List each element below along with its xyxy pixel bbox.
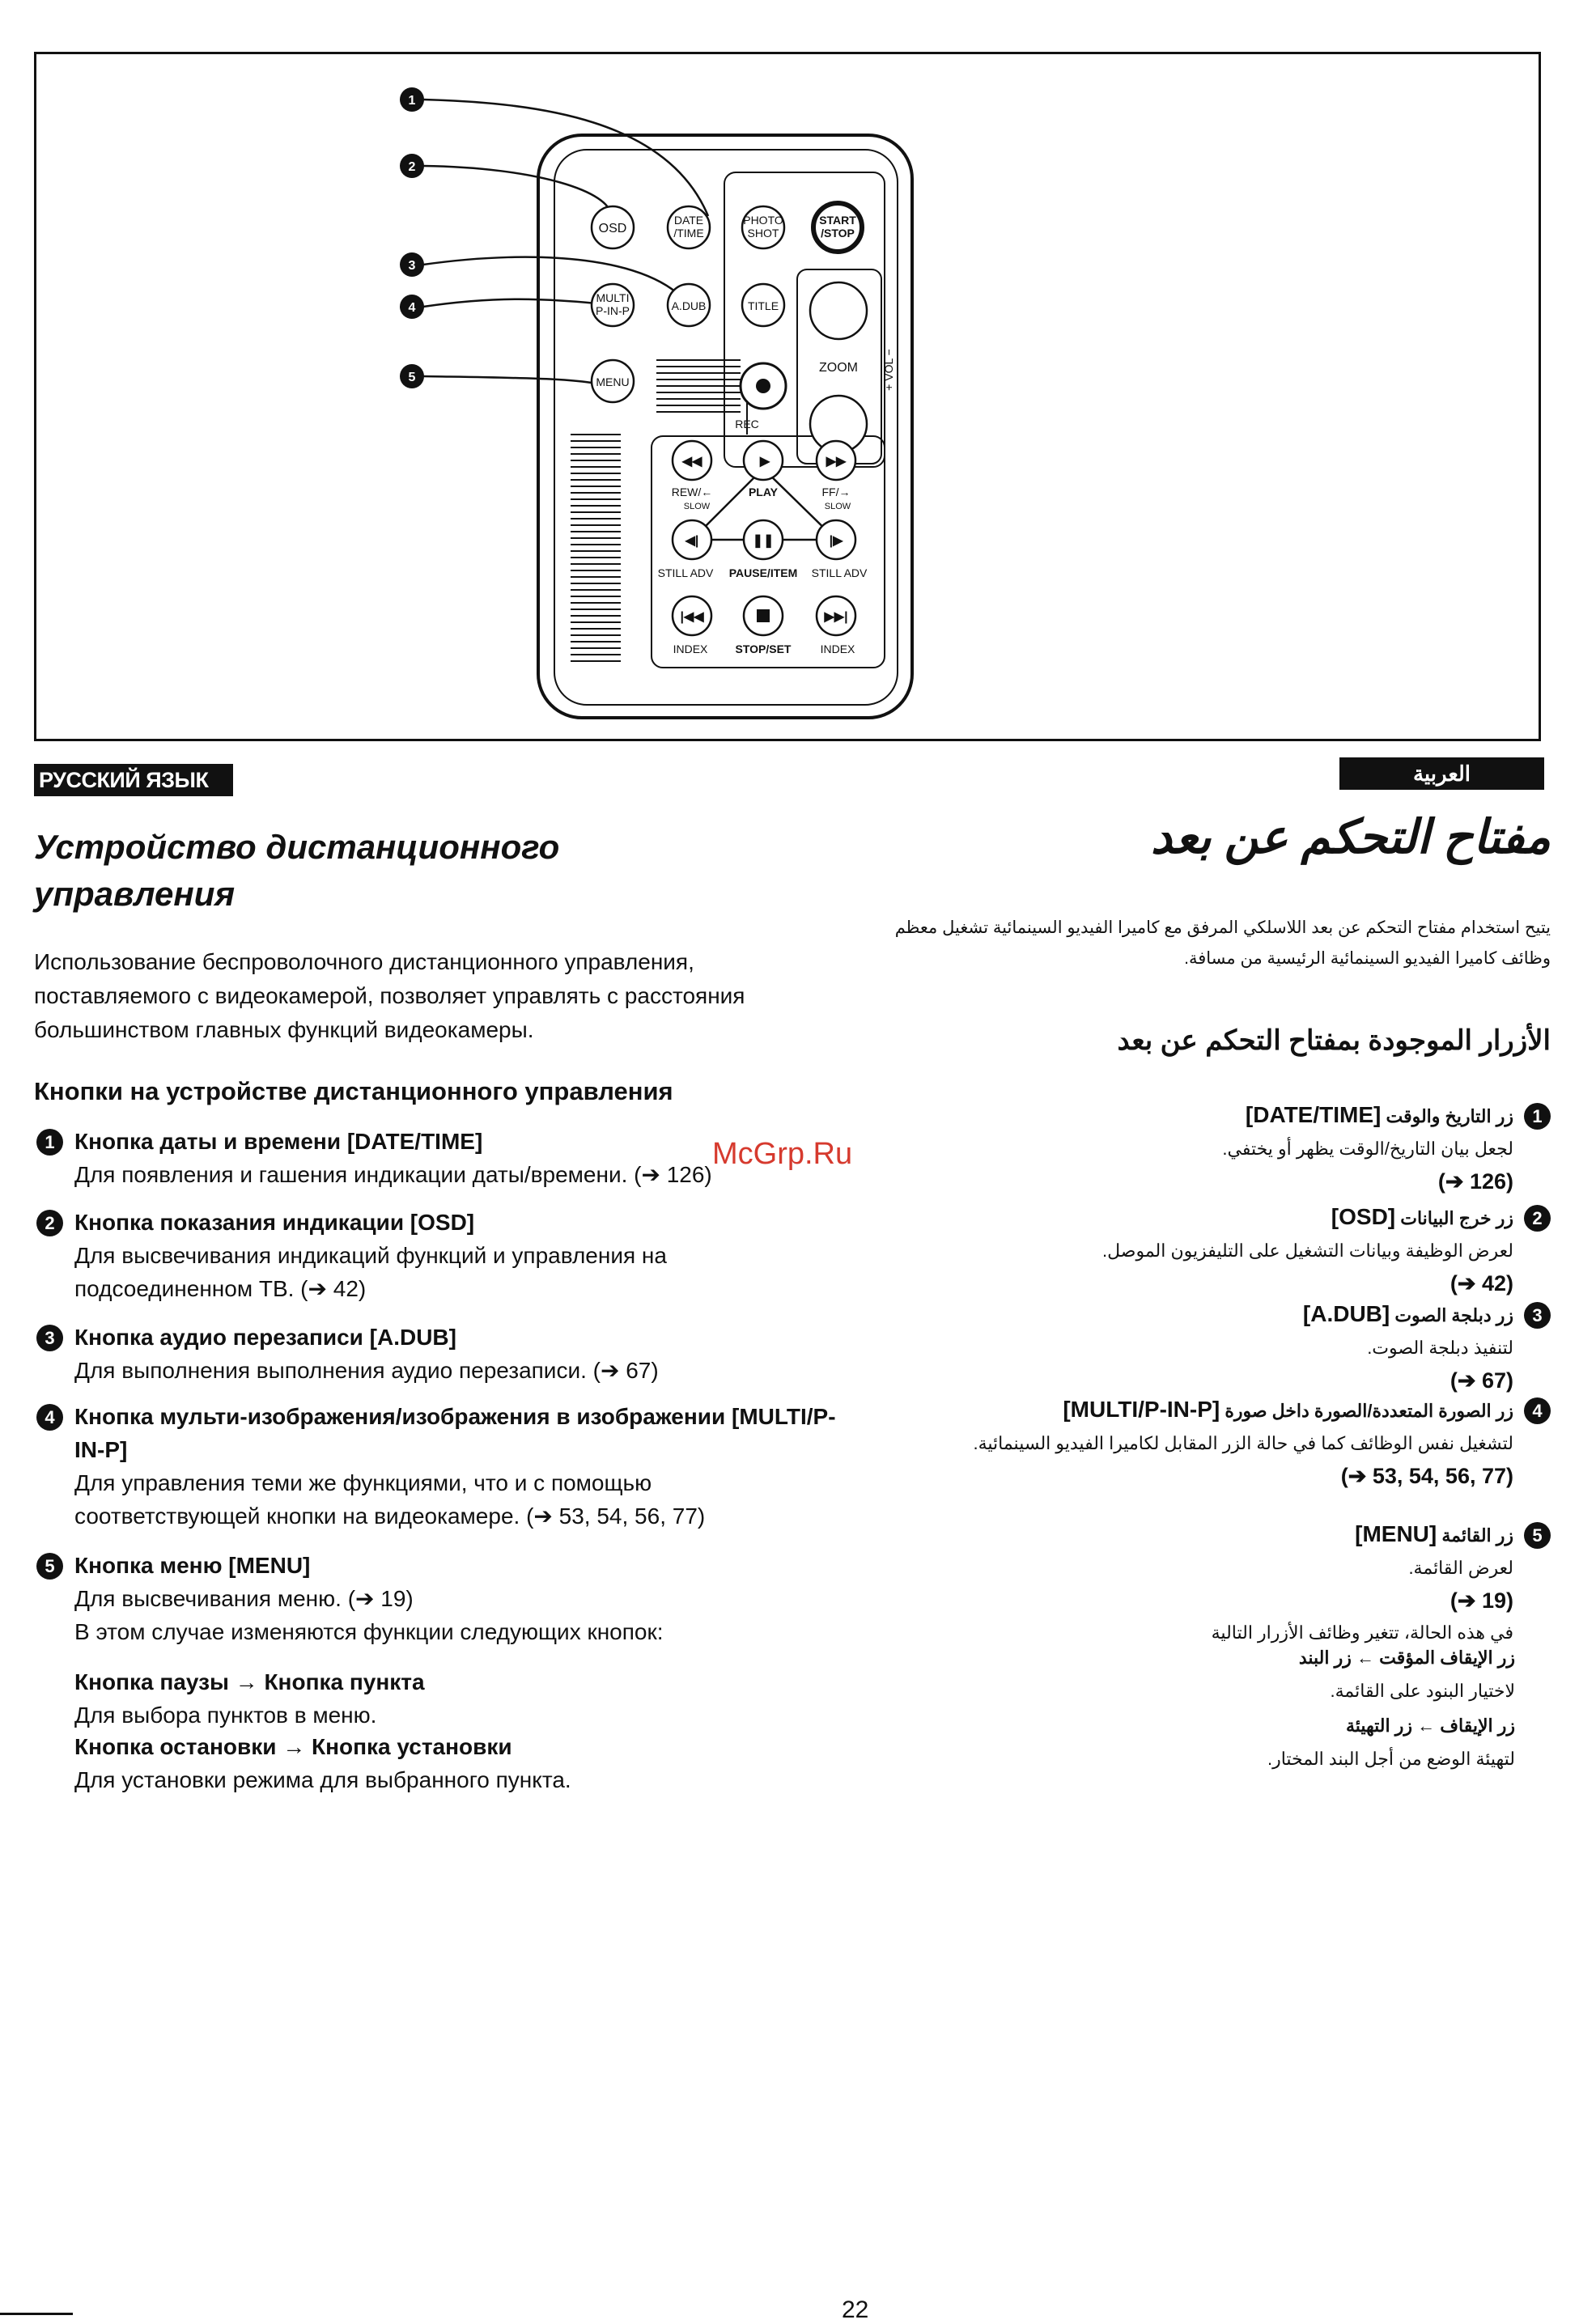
vol-label: + VOL −: [882, 349, 895, 391]
ru-note-stop-set: [74, 1730, 803, 1796]
ar-item-desc: لتنفيذ دبلجة الصوت.: [1367, 1338, 1513, 1358]
ar-note-desc: لتهيئة الوضع من أجل البند المختار.: [1267, 1749, 1515, 1769]
svg-text:1: 1: [408, 94, 416, 108]
arabic-language-tab: العربية: [1339, 757, 1544, 790]
svg-text:DATE: DATE: [673, 214, 704, 227]
item-number-badge: 4: [36, 1404, 63, 1431]
multi-pinp-button[interactable]: [592, 284, 634, 326]
index-left-button[interactable]: [673, 596, 711, 635]
svg-text:MULTI: MULTI: [596, 291, 630, 304]
ru-item-osd: [34, 1206, 843, 1305]
still-adv-left-label: STILL ADV: [657, 566, 714, 579]
ff-button[interactable]: [817, 441, 855, 480]
ar-item-code: [A.DUB]: [1302, 1301, 1390, 1326]
svg-text:5: 5: [408, 371, 416, 384]
still-adv-right-button[interactable]: [817, 520, 855, 559]
svg-text:❚❚: ❚❚: [752, 534, 775, 548]
ru-item-desc: Для выполнения выполнения аудио перезаписи. (➔ 67): [74, 1358, 659, 1383]
ru-note-desc: Для выбора пунктов в меню.: [74, 1703, 377, 1728]
svg-text:/STOP: /STOP: [821, 227, 855, 240]
ru-note-desc: Для установки режима для выбранного пункта.: [74, 1767, 571, 1792]
svg-text:3: 3: [408, 259, 416, 273]
ar-item-code: [DATE/TIME]: [1245, 1102, 1382, 1127]
item-number-badge: 5: [36, 1553, 63, 1580]
ar-item-menu: [874, 1518, 1551, 1649]
callout-4: [400, 295, 424, 319]
ru-item-desc: Для высвечивания индикаций функций и управления на подсоединенном ТВ. (➔ 42): [74, 1243, 667, 1301]
remote-control-diagram: [36, 54, 1539, 739]
ar-item-ref: (➔ 126): [1437, 1169, 1513, 1194]
rec-grille: [656, 360, 741, 412]
item-number-badge: 5: [1524, 1522, 1551, 1549]
item-number-badge: 2: [1524, 1205, 1551, 1232]
ar-buttons-heading: الأزرار الموجودة بمفتاح التحكم عن بعد: [1117, 1025, 1551, 1056]
ar-item-desc: لعرض الوظيفة وبيانات التشغيل على التليفزيون الموصل.: [1102, 1240, 1513, 1261]
ru-item-title: Кнопка аудио перезаписи [A.DUB]: [74, 1325, 456, 1350]
svg-text:SHOT: SHOT: [747, 227, 779, 240]
svg-text:|▶: |▶: [829, 534, 843, 548]
svg-text:A.DUB: A.DUB: [671, 299, 707, 312]
still-adv-left-button[interactable]: [673, 520, 711, 559]
ar-item-title: زر التاريخ والوقت: [1386, 1106, 1513, 1126]
ru-page-title: [34, 824, 762, 918]
osd-button[interactable]: [592, 206, 634, 248]
ar-item-a-dub: [874, 1298, 1551, 1397]
ru-item-multi-pinp: [34, 1400, 843, 1533]
date-time-button[interactable]: [668, 206, 710, 248]
svg-text:|◀◀: |◀◀: [680, 610, 704, 624]
ru-item-title: Кнопка мульти-изображения/изображения в изображении [MULTI/P-IN-P]: [74, 1404, 836, 1462]
ar-item-multi-pinp: [874, 1393, 1551, 1492]
ar-item-code: [MENU]: [1355, 1521, 1437, 1546]
ar-item-desc: لعرض القائمة.: [1408, 1558, 1513, 1578]
ff-slow-label: SLOW: [824, 502, 851, 511]
stop-set-label: STOP/SET: [735, 642, 792, 655]
callout-2: [400, 154, 424, 178]
ru-item-title: Кнопка показания индикации [OSD]: [74, 1210, 475, 1235]
callout-5: [400, 364, 424, 388]
svg-text:▶▶|: ▶▶|: [824, 610, 848, 624]
zoom-rocker[interactable]: [810, 282, 867, 452]
ar-item-title: زر الصورة المتعددة/الصورة داخل صورة: [1225, 1401, 1513, 1421]
ar-item-date-time: [874, 1099, 1551, 1198]
ar-note-title: زر الإيقاف المؤقت ← زر البند: [1298, 1648, 1515, 1668]
ru-note-title: Кнопка паузы → Кнопка пункта: [74, 1669, 425, 1694]
callout-1: [400, 87, 424, 112]
svg-text:START: START: [819, 214, 856, 227]
svg-text:OSD: OSD: [598, 222, 627, 235]
ru-title-line-2: управления: [34, 875, 236, 913]
ru-item-desc-2: В этом случае изменяются функции следующих кнопок:: [74, 1619, 664, 1644]
speaker-grille: [571, 435, 621, 661]
ar-item-osd: [874, 1201, 1551, 1300]
svg-text:PHOTO: PHOTO: [743, 214, 783, 227]
russian-language-tab: РУССКИЙ ЯЗЫК: [34, 764, 233, 796]
ru-item-title: Кнопка даты и времени [DATE/TIME]: [74, 1129, 483, 1154]
pause-item-label: PAUSE/ITEM: [728, 566, 798, 579]
title-button[interactable]: [742, 284, 784, 326]
start-stop-button[interactable]: [813, 203, 862, 252]
index-left-label: INDEX: [673, 642, 708, 655]
svg-text:TITLE: TITLE: [747, 299, 779, 312]
ar-item-ref: (➔ 42): [1450, 1271, 1513, 1296]
ar-item-ref: (➔ 53, 54, 56, 77): [1340, 1464, 1513, 1488]
ar-item-code: [OSD]: [1331, 1204, 1396, 1229]
item-number-badge: 3: [36, 1325, 63, 1351]
watermark-text: McGrp.Ru: [712, 1137, 853, 1171]
ru-note-pause-item: [74, 1665, 803, 1732]
still-adv-right-label: STILL ADV: [811, 566, 868, 579]
ru-item-desc: Для появления и гашения индикации даты/времени. (➔ 126): [74, 1162, 712, 1187]
rew-button[interactable]: [673, 441, 711, 480]
ar-note-pause-item: [858, 1641, 1515, 1707]
pause-item-button[interactable]: [744, 520, 783, 559]
ar-item-ref: (➔ 67): [1450, 1368, 1513, 1393]
svg-text:P-IN-P: P-IN-P: [596, 304, 630, 317]
ar-item-code: [MULTI/P-IN-P]: [1063, 1397, 1220, 1422]
item-number-badge: 1: [1524, 1103, 1551, 1130]
ru-title-line-1: Устройство дистанционного: [34, 828, 560, 866]
ar-item-title: زر خرج البيانات: [1400, 1208, 1513, 1228]
ar-note-stop-set: [858, 1709, 1515, 1775]
index-right-label: INDEX: [820, 642, 855, 655]
photo-shot-button[interactable]: [742, 206, 784, 248]
ar-item-desc: لجعل بيان التاريخ/الوقت يظهر أو يختفي.: [1222, 1139, 1513, 1159]
ru-item-title: Кнопка меню [MENU]: [74, 1553, 311, 1578]
svg-text:ZOOM: ZOOM: [819, 361, 858, 375]
ff-label: FF/→: [821, 486, 851, 498]
play-label: PLAY: [748, 486, 779, 498]
ar-page-title: مفتاح التحكم عن بعد: [1150, 811, 1551, 863]
ar-item-desc-2: في هذه الحالة، تتغير وظائف الأزرار التالية: [1211, 1622, 1513, 1643]
ar-item-title: زر القائمة: [1441, 1525, 1513, 1546]
ru-item-desc: Для управления теми же функциями, что и с помощью соответствующей кнопки на видеокамере. (➔ 53, 54, 56, 77): [74, 1470, 706, 1529]
svg-text:/TIME: /TIME: [673, 227, 704, 240]
ru-item-a-dub: [34, 1321, 843, 1387]
svg-text:MENU: MENU: [596, 375, 630, 388]
item-number-badge: 3: [1524, 1302, 1551, 1329]
ru-intro-paragraph: Использование беспроволочного дистанционного управления, поставляемого с видеокамерой, позволяет управлять с расстояния большинством главных функций видеокамеры.: [34, 949, 745, 1042]
play-button[interactable]: [744, 441, 783, 480]
page-number: 22: [842, 2296, 869, 2323]
item-number-badge: 1: [36, 1129, 63, 1156]
ar-item-ref: (➔ 19): [1450, 1588, 1513, 1613]
rew-slow-label: SLOW: [683, 502, 711, 511]
a-dub-button[interactable]: [668, 284, 710, 326]
svg-text:◀|: ◀|: [685, 534, 699, 548]
leader-lines: [423, 100, 708, 388]
remote-control-figure: [34, 52, 1541, 741]
ru-item-desc: Для высвечивания меню. (➔ 19): [74, 1586, 414, 1611]
rec-label: REC: [735, 418, 759, 430]
svg-text:◀◀: ◀◀: [681, 455, 702, 469]
ar-note-desc: لاختيار البنود على القائمة.: [1330, 1681, 1515, 1701]
item-number-badge: 4: [1524, 1397, 1551, 1424]
ar-item-desc: لتشغيل نفس الوظائف كما في حالة الزر المقابل لكاميرا الفيديو السينمائية.: [973, 1433, 1513, 1453]
item-number-badge: 2: [36, 1210, 63, 1236]
ar-intro-paragraph: يتيح استخدام مفتاح التحكم عن بعد اللاسلكي المرفق مع كاميرا الفيديو السينمائية تشغيل معظم وظائف كاميرا الفيديو السينمائية الرئيسية من مسافة.: [894, 918, 1551, 968]
svg-text:▶: ▶: [759, 455, 770, 469]
svg-text:4: 4: [408, 301, 416, 315]
svg-text:▶▶: ▶▶: [826, 455, 847, 469]
ru-item-menu: [34, 1549, 843, 1648]
callout-3: [400, 252, 424, 277]
svg-text:2: 2: [408, 160, 416, 174]
rew-label: REW/←: [671, 486, 713, 498]
ru-note-title: Кнопка остановки → Кнопка установки: [74, 1734, 512, 1759]
menu-button[interactable]: [592, 360, 634, 402]
footer-rule: [0, 2313, 73, 2315]
stop-set-button[interactable]: [744, 596, 783, 635]
ru-buttons-heading: Кнопки на устройстве дистанционного управления: [34, 1077, 673, 1105]
ar-item-title: زر دبلجة الصوت: [1394, 1305, 1513, 1325]
index-right-button[interactable]: [817, 596, 855, 635]
ar-note-title: زر الإيقاف ← زر التهيئة: [1345, 1715, 1515, 1736]
